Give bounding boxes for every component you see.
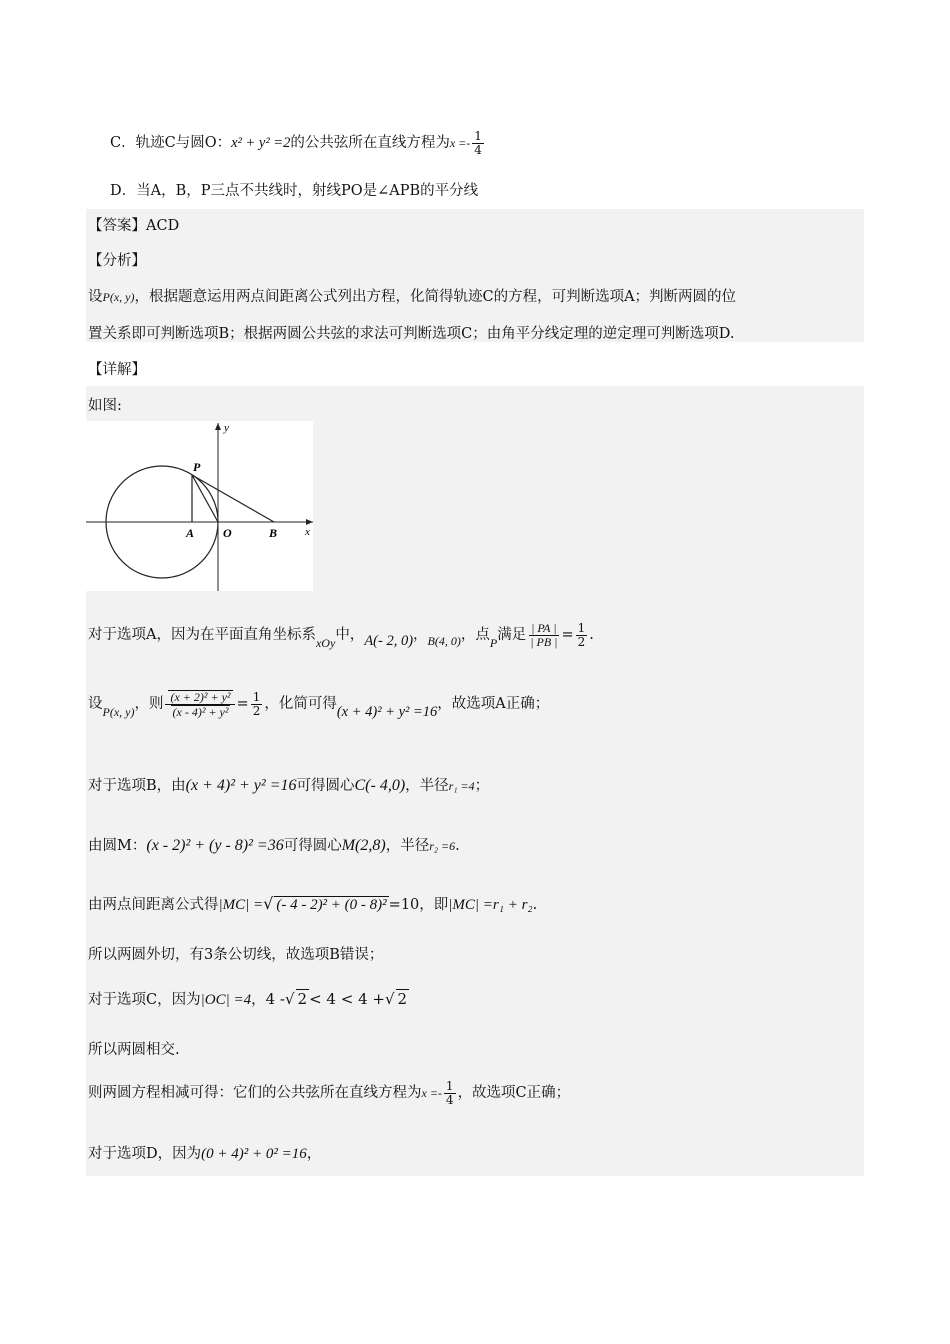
- analysis-label: 【分析】: [88, 253, 146, 269]
- detail-subtract-line: 则两圆方程相减可得：它们的公共弦所在直线方程为x =- $\frac{1}{4}$ ，故选项C正确；: [88, 1079, 571, 1107]
- y-axis-arrow: [215, 423, 221, 430]
- analysis-line-2: 置关系即可判断选项B；根据两圆公共弦的求法可判断选项C；由角平分线定理的逆定理可判断选项D.: [88, 326, 735, 342]
- x-axis-arrow: [306, 519, 313, 525]
- detail-a-line: 对于选项A，因为在平面直角坐标系$_{xOy}$中，A(- 2, 0)，$_{B(4, 0)}$，点$_P$满足 $\frac{| PA |}{| PB |}$ = $\frac{1}{2}$ .: [88, 621, 594, 651]
- detail-distance-line: 由两点间距离公式得|MC| =√ (- 4 - 2)² + (0 - 8)² =10，即|MC| =r₁ + r₂.: [88, 894, 538, 913]
- detail-set-line: 设$_{P(x, y)}$，则 $\frac{\text{(x + 2)² + y²}}{\text{(x - 4)² + y²}}$ = $\frac{1}{2}$ ，化简可得(x + 4)² + y² =16，故选项A正确；: [88, 690, 550, 721]
- detail-m-line: 由圆M：(x - 2)² + (y - 8)² =36可得圆心M(2,8)，半径r₂ =6.: [88, 837, 460, 854]
- label-p: P: [193, 460, 201, 474]
- fraction: $\frac{\text{(x + 2)² + y²}}{\text{(x - 4)² + y²}}$: [165, 690, 234, 718]
- segment-pb: [192, 475, 274, 522]
- label-a: A: [186, 526, 195, 540]
- detail-label: 【详解】: [88, 362, 146, 378]
- detail-tangent-line: 所以两圆外切，有3条公切线，故选项B错误；: [88, 947, 384, 963]
- answer-line: 【答案】ACD: [88, 218, 180, 234]
- label-o: O: [223, 526, 232, 540]
- geometry-figure: [86, 421, 313, 591]
- fraction: $\frac{1}{2}$: [577, 621, 586, 649]
- analysis-line-1: 设P(x, y)，根据题意运用两点间距离公式列出方程，化简得轨迹C的方程，可判断选项A；判断两圆的位: [88, 289, 737, 305]
- detail-d-line: 对于选项D，因为(0 + 4)² + 0² =16，: [88, 1146, 322, 1162]
- label-b: B: [269, 526, 278, 540]
- detail-c-line: 对于选项C，因为|OC| =4，4 -√ 2 < 4 < 4 +√ 2: [88, 990, 408, 1008]
- fraction: $\frac{1}{2}$: [252, 690, 261, 718]
- label-x: x: [305, 526, 310, 538]
- detail-b-line: 对于选项B，由(x + 4)² + y² =16可得圆心C(- 4,0)，半径r₁ =4；: [88, 777, 490, 794]
- fraction: $\frac{1}{4}$: [474, 129, 482, 157]
- option-d: D．当A，B，P三点不共线时，射线PO是∠APB的平分线: [110, 183, 479, 199]
- option-c: C．轨迹C与圆O：x² + y² =2的公共弦所在直线方程为x =- $\frac{1}{4}$: [110, 129, 482, 157]
- figure-intro: 如图:: [88, 398, 122, 414]
- fraction: $\frac{1}{4}$: [445, 1079, 454, 1107]
- fraction: $\frac{| PA |}{| PB |}$: [530, 621, 558, 649]
- detail-intersect-line: 所以两圆相交.: [88, 1042, 180, 1058]
- label-y: y: [224, 422, 229, 434]
